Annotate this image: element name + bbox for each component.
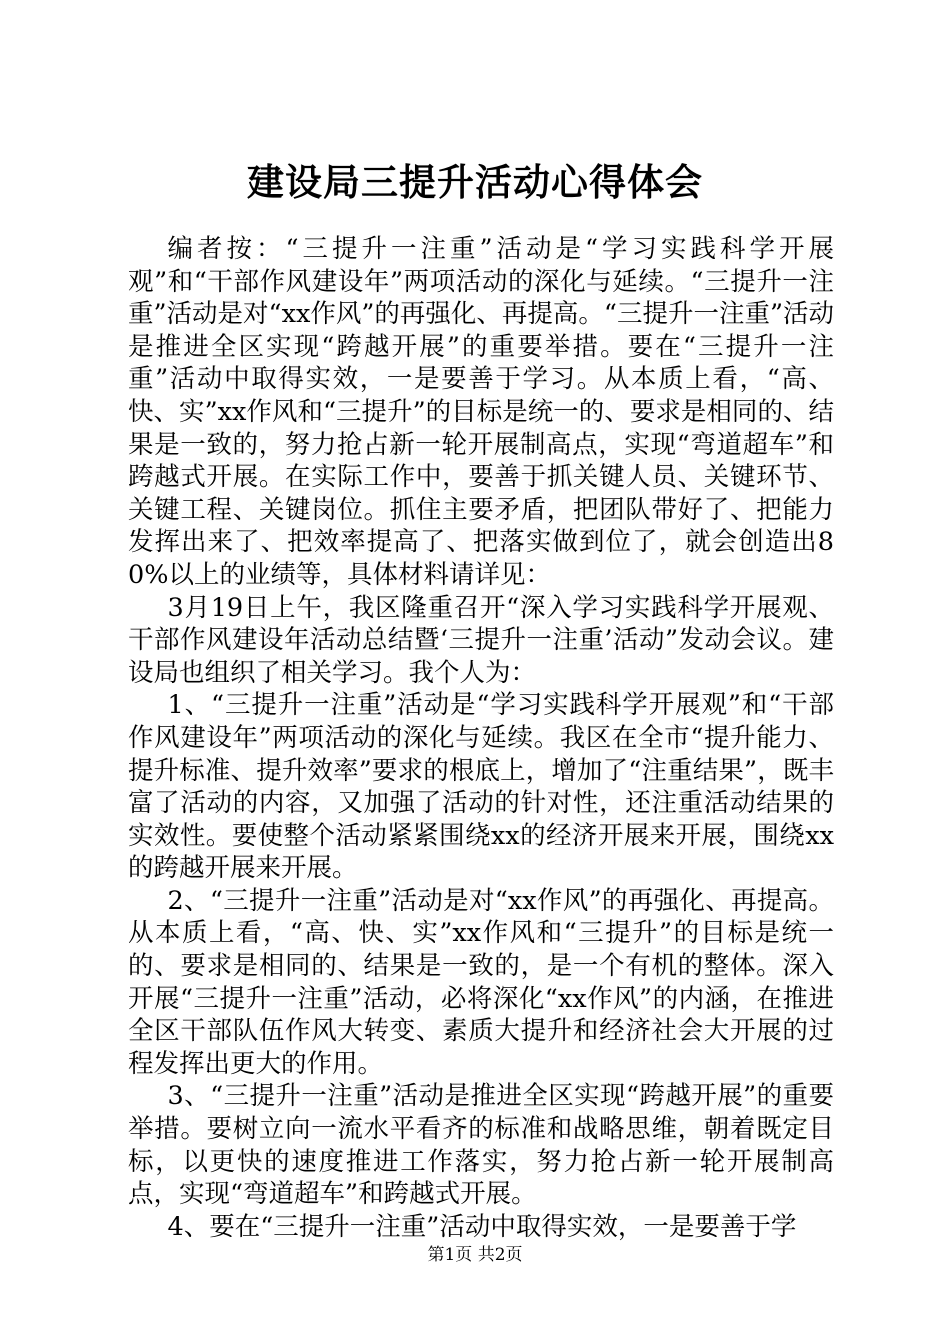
document-body — [128, 233, 834, 1243]
paragraph-point-2: 2、“三提升一注重”活动是对“xx作风”的再强化、再提高。从本质上看，“高、快、实”xx作风和“三提升”的目标是统一的、要求是相同的、结果是一致的，是一个有机的整体。深入开展“三提升一注重”活动，必将深化“xx作风”的内涵，在推进全区干部队伍作风大转变、素质大提升和经济社会大开展的过程发挥出更大的作用。 — [128, 885, 834, 1079]
page-number-footer: 第1页 共2页 — [427, 1245, 523, 1265]
paragraph-editor-note: 编者按：“三提升一注重”活动是“学习实践科学开展观”和“干部作风建设年”两项活动的深化与延续。“三提升一注重”活动是对“xx作风”的再强化、再提高。“三提升一注重”活动是推进全区实现“跨越开展”的重要举措。要在“三提升一注重”活动中取得实效，一是要善于学习。从本质上看，“高、快、实”xx作风和“三提升”的目标是统一的、要求是相同的、结果是一致的，努力抢占新一轮开展制高点，实现“弯道超车”和跨越式开展。在实际工作中，要善于抓关键人员、关键环节、关键工程、关键岗位。抓住主要矛盾，把团队带好了、把能力发挥出来了、把效率提高了、把落实做到位了，就会创造出80%以上的业绩等，具体材料请详见： — [128, 234, 834, 590]
paragraph-meeting: 3月19日上午，我区隆重召开“深入学习实践科学开展观、干部作风建设年活动总结暨‘三提升一注重’活动”发动会议。建设局也组织了相关学习。我个人为： — [128, 592, 834, 688]
document-title: 建设局三提升活动心得体会 — [247, 160, 703, 204]
paragraph-point-1: 1、“三提升一注重”活动是“学习实践科学开展观”和“干部作风建设年”两项活动的深化与延续。我区在全市“提升能力、提升标准、提升效率”要求的根底上，增加了“注重结果”，既丰富了活动的内容，又加强了活动的针对性，还注重活动结果的实效性。要使整个活动紧紧围绕xx的经济开展来开展，围绕xx的跨越开展来开展。 — [128, 690, 834, 884]
paragraph-point-4: 4、要在“三提升一注重”活动中取得实效，一是要善于学 — [167, 1211, 797, 1242]
paragraph-point-3: 3、“三提升一注重”活动是推进全区实现“跨越开展”的重要举措。要树立向一流水平看齐的标准和战略思维，朝着既定目标，以更快的速度推进工作落实，努力抢占新一轮开展制高点，实现“弯道超车”和跨越式开展。 — [128, 1081, 834, 1210]
